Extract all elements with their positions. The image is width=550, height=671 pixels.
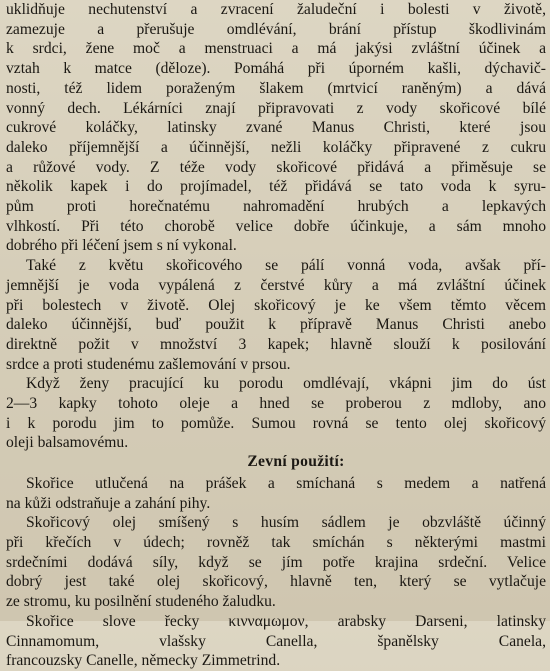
text-line: při křečích v údech; rovněž tak smíchán s některými mastmi: [6, 533, 546, 551]
text-line: vlhkostí. Při této chorobě velice dobře účinkuje, a sám mnoho: [6, 217, 546, 235]
text-line: Také z květu skořicového se pálí vonná voda, avšak pří-: [26, 257, 546, 275]
text-line: daleko příjemnější a účinnější, nežli koláčky připravené z cukru: [6, 138, 546, 156]
paragraph-childbirth: [6, 374, 546, 453]
text-line: Skořicový olej smíšený s husím sádlem je obzvláště účinný: [26, 514, 546, 532]
paragraph-external-use-2: [6, 513, 546, 612]
paragraph-cinnamon-water: [6, 256, 546, 374]
text-line: direktně požit v množství 3 kapek; hlavně slouží k posilování: [6, 335, 546, 353]
text-line: uklidňuje nechutenství a zvracení žaludeční i bolesti v životě,: [6, 1, 546, 18]
text-line: i k porodu jim to pomůže. Sumou rovná se tento olej skořicový: [6, 414, 546, 432]
text-line: pům proti horečnatému nahromadění hrubých a lepkavých: [6, 198, 546, 216]
text-line: Cinnamomum, vlašsky Canella, španělsky Canela,: [6, 632, 546, 650]
paragraph-continued: [6, 0, 546, 256]
text-line: srdečními dodává síly, když se jím potře krajina srdeční. Velice: [6, 553, 546, 571]
text-line: oleji balsamovému.: [6, 434, 129, 452]
paragraph-external-use-1: [6, 474, 546, 513]
text-line: cukrové koláčky, latinsky zvané Manus Christi, které jsou: [6, 119, 546, 137]
text-line: ze stromu, ku posilnění studeného žaludku.: [6, 593, 276, 611]
section-heading: Zevní použití:: [247, 453, 345, 471]
text-line: vztah k matce (děloze). Pomáhá při úporném kašli, dýchavič-: [6, 60, 546, 78]
text-line: Skořice utlučená na prášek a smíchaná s medem a natřená: [26, 474, 546, 492]
text-line: Když ženy pracující ku porodu omdlévají, vkápni jim do úst: [26, 375, 546, 393]
text-line: Skořice slove řecky κινναμωμον, arabsky Darseni, latinsky: [26, 612, 546, 630]
text-line: nosti, též lidem poraženým šlakem (mrtvicí raněným) a dává: [6, 79, 546, 97]
text-line: vonný dech. Lékárníci znají připravovati z vody skořicové bílé: [6, 99, 546, 117]
text-line: při bolestech v životě. Olej skořicový je ke všem těmto věcem: [6, 296, 546, 314]
text-line: a růžové vody. Z téže vody skořicové přidává a přiměsuje se: [6, 158, 546, 176]
text-line: několik kapek i do projímadel, též přidává se tato voda k syru-: [6, 178, 546, 196]
text-line: daleko účinnější, buď použit k přípravě Manus Christi anebo: [6, 316, 546, 334]
text-line: jemnější je voda vypálená z čerstvé kůry a má zvláštní účinek: [6, 276, 546, 294]
text-line: dobrého při léčení jsem s ní vykonal.: [6, 237, 237, 255]
text-line: francouzsky Canelle, německy Zimmetrind.: [6, 652, 281, 670]
text-line: na kůži odstraňuje a zahání pihy.: [6, 494, 211, 512]
text-line: k srdci, žene moč a menstruaci a má jakýsi zvláštní účinek a: [6, 40, 546, 58]
text-line: dobrý jest také olej skořicový, hlavně ten, který se vytlačuje: [6, 573, 546, 591]
text-line: srdce a proti studenému zašlemování v prsou.: [6, 355, 291, 373]
text-line: 2—3 kapky tohoto oleje a hned se proberou z mdloby, ano: [6, 395, 546, 413]
text-line: zamezuje a přerušuje omdlévání, brání přístup škodlivinám: [6, 20, 546, 38]
